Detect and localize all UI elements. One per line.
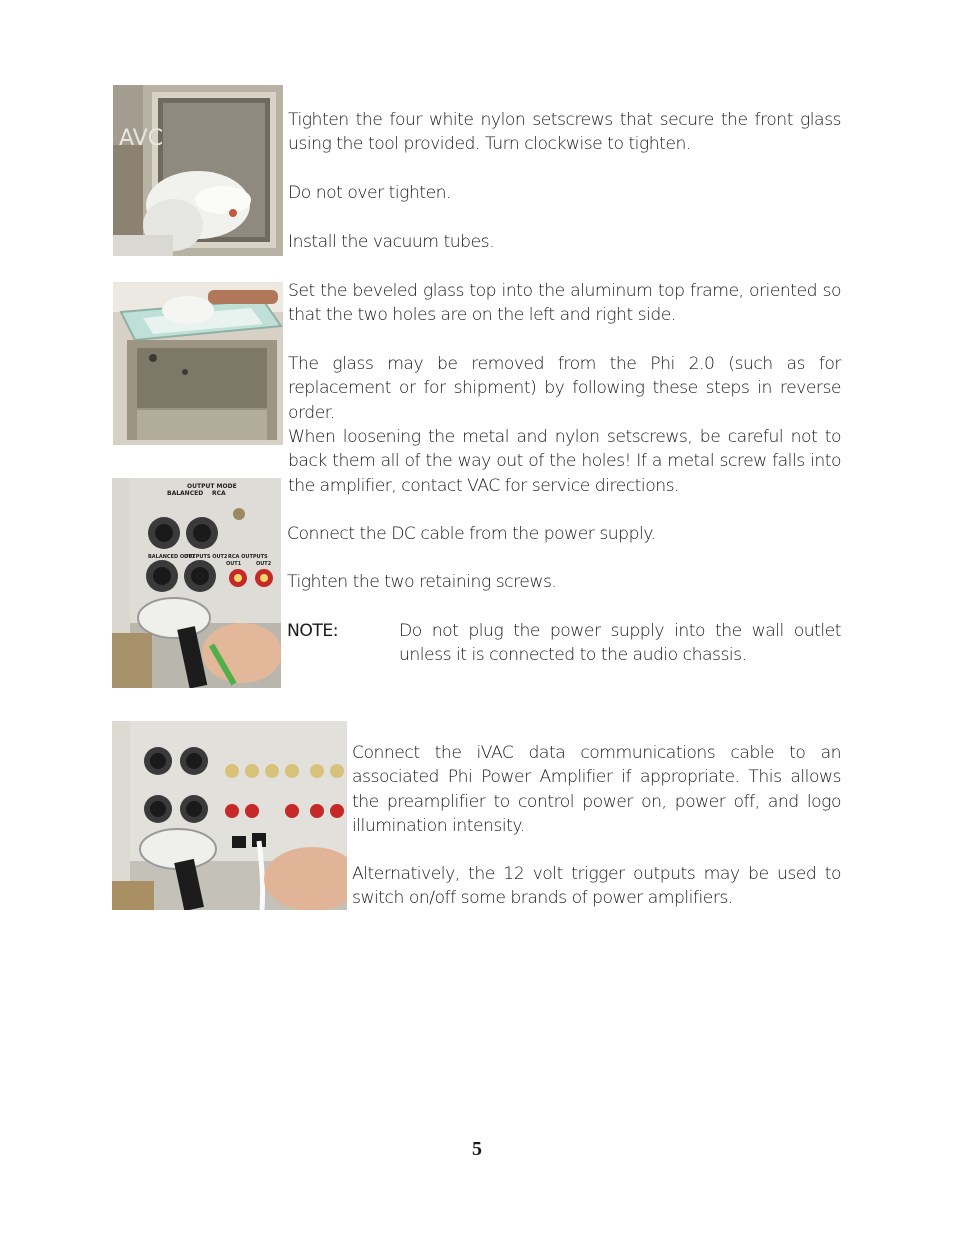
label-rca-outputs: RCA OUTPUTS [228, 554, 268, 560]
photo-dc-cable-connection [112, 478, 281, 688]
front-glass-logo-text: AVC [119, 126, 164, 151]
step-connect-dc-cable: Connect the DC cable from the power supply. [287, 524, 656, 544]
label-balanced: BALANCED [167, 490, 204, 497]
step-install-tubes: Install the vacuum tubes. [288, 232, 495, 252]
label-outputs-out2: OUTPUTS OUT2 [184, 554, 228, 560]
rear-panel-dc-illustration [112, 478, 281, 688]
step-trigger-outputs: Alternatively, the 12 volt trigger outputs may be used to switch on/off some brands of power amplifiers. [352, 864, 841, 909]
photo-ivac-cable [112, 721, 347, 910]
photo-front-glass-setscrews [113, 85, 283, 256]
label-out2: OUT2 [256, 561, 272, 567]
front-glass-illustration [113, 85, 283, 256]
label-output-mode: OUTPUT MODE [187, 483, 237, 490]
note-text: Do not plug the power supply into the wall outlet unless it is connected to the audio chassis. [399, 621, 841, 666]
step-set-beveled-glass: Set the beveled glass top into the aluminum top frame, oriented so that the two holes are on the left and right side. [288, 281, 841, 326]
rear-panel-ivac-illustration [112, 721, 347, 910]
page-number: 5 [472, 1138, 482, 1160]
note-label: NOTE: [287, 621, 339, 641]
step-loosening-caution: When loosening the metal and nylon setscrews, be careful not to back them all of the way out of the holes! If a metal screw falls into the amplifier, contact VAC for service directions. [288, 427, 841, 496]
step-connect-ivac-cable: Connect the iVAC data communications cable to an associated Phi Power Amplifier if appropriate. This allows the preamplifier to control power on, power off, and logo illumination intensity. [352, 743, 841, 837]
glass-top-illustration [113, 282, 283, 445]
label-out1: OUT1 [226, 561, 242, 567]
step-reverse-order: The glass may be removed from the Phi 2.0 (such as for replacement or for shipment) by following these steps in reverse order. [288, 354, 841, 423]
photo-beveled-glass-top [113, 282, 283, 445]
step-tighten-retaining-screws: Tighten the two retaining screws. [287, 572, 557, 592]
step-do-not-over-tighten: Do not over tighten. [288, 183, 452, 203]
label-balanced-out1: BALANCED OUT1 [148, 554, 196, 560]
step-tighten-front-glass: Tighten the four white nylon setscrews that secure the front glass using the tool provided. Turn clockwise to tighten. [288, 110, 841, 155]
label-rca: RCA [212, 490, 226, 497]
